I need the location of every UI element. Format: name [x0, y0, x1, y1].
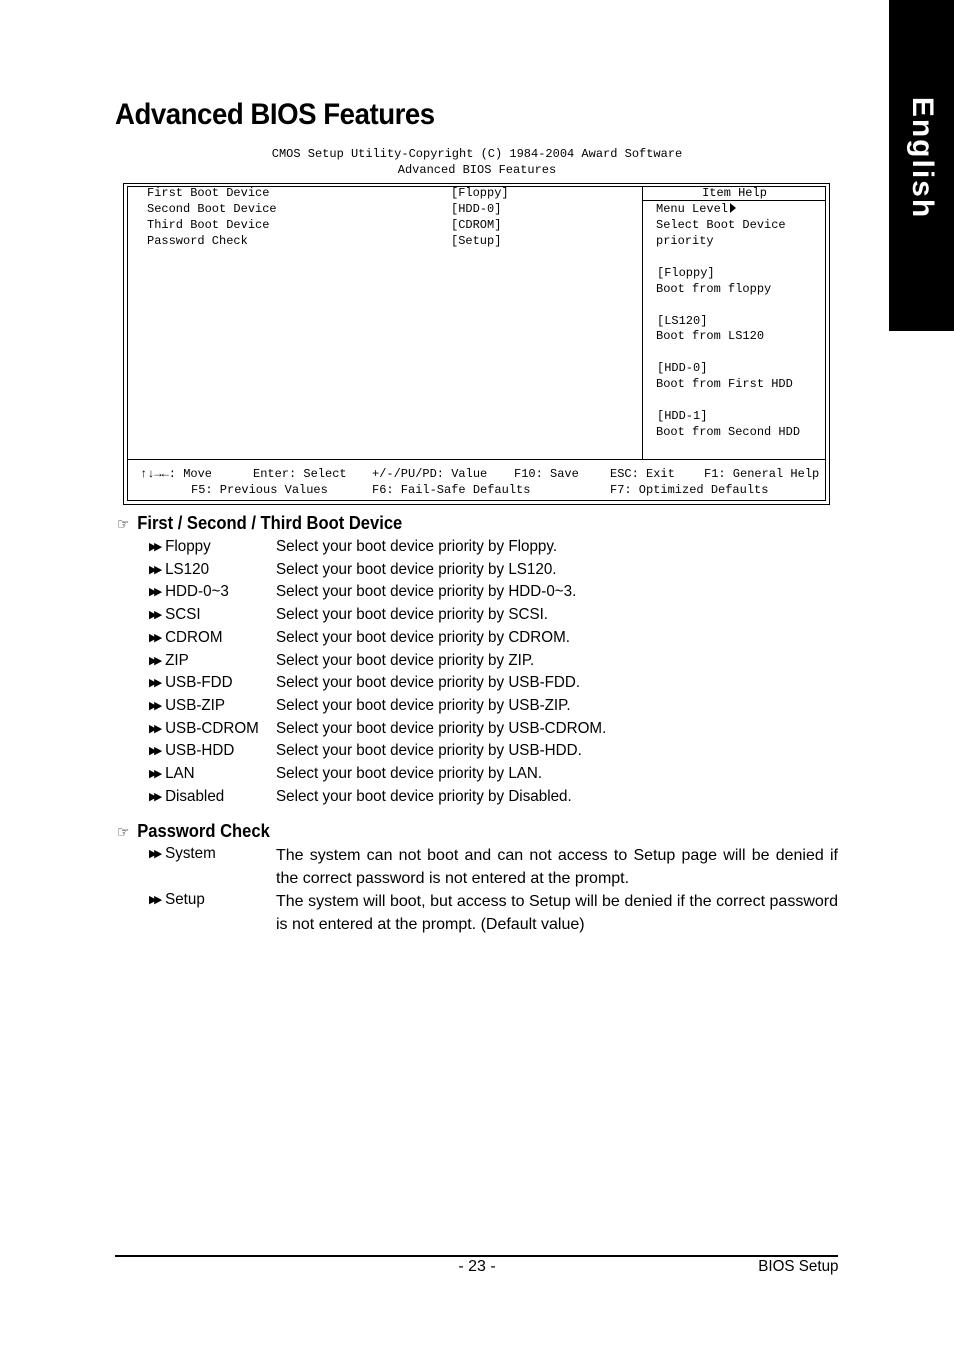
- key-enter-select: Enter: Select: [253, 467, 347, 481]
- item-help-line: [HDD-0]: [657, 361, 708, 375]
- item-help-line: Boot from Second HDD: [656, 425, 801, 439]
- footer-rule: [115, 1255, 838, 1257]
- option-desc: The system can not boot and can not access to Setup page will be denied if the correct password is not entered at the prompt.: [276, 847, 838, 887]
- pointing-hand-icon: ☞: [117, 516, 130, 533]
- double-arrow-icon: ▶▶: [149, 541, 160, 553]
- item-help-menu-level: [656, 201, 736, 217]
- bios-keys-divider: [127, 459, 826, 460]
- double-arrow-icon: ▶▶: [149, 564, 160, 576]
- bios-item-first-boot-label[interactable]: First Boot Device: [147, 186, 270, 200]
- option-name: ▶▶ Floppy: [149, 538, 211, 555]
- option-desc: Select your boot device priority by Floppy.: [276, 538, 558, 555]
- key-f6-failsafe: F6: Fail-Safe Defaults: [372, 483, 531, 497]
- option-name: ▶▶ HDD-0~3: [149, 583, 229, 600]
- bios-header-title: Advanced BIOS Features: [397, 163, 557, 177]
- key-move: ↑↓→←: Move: [140, 467, 213, 481]
- option-desc: Select your boot device priority by CDROM.: [276, 629, 570, 646]
- option-desc: Select your boot device priority by SCSI.: [276, 606, 549, 623]
- bios-column-divider: [642, 186, 643, 460]
- double-arrow-icon: ▶▶: [149, 745, 160, 757]
- double-arrow-icon: ▶▶: [149, 586, 160, 598]
- triangle-right-icon: [730, 203, 736, 213]
- bios-header-copyright: CMOS Setup Utility-Copyright (C) 1984-2004 Award Software: [271, 147, 683, 161]
- option-desc: Select your boot device priority by USB-HDD.: [276, 742, 582, 759]
- item-help-line: Select Boot Device: [656, 218, 786, 232]
- item-help-line: [HDD-1]: [657, 409, 708, 423]
- page-number: - 23 -: [458, 1258, 496, 1275]
- option-desc: Select your boot device priority by ZIP.: [276, 652, 535, 669]
- section-heading-boot-device: [117, 513, 402, 534]
- bios-item-third-boot-label[interactable]: Third Boot Device: [147, 218, 270, 232]
- option-desc: The system will boot, but access to Setup will be denied if the correct password is not entered at the prompt. (Default value): [276, 893, 838, 933]
- option-name: ▶▶ System: [149, 845, 216, 862]
- option-desc: Select your boot device priority by LS120.: [276, 561, 557, 578]
- key-value: +/-/PU/PD: Value: [372, 467, 488, 481]
- double-arrow-icon: ▶▶: [149, 894, 160, 906]
- section-title: First / Second / Third Boot Device: [137, 513, 403, 533]
- double-arrow-icon: ▶▶: [149, 848, 160, 860]
- option-desc: Select your boot device priority by USB-ZIP.: [276, 697, 571, 714]
- bios-item-password-check-label[interactable]: Password Check: [147, 234, 248, 248]
- item-help-line: [Floppy]: [657, 266, 715, 280]
- side-tab-label: English: [905, 96, 939, 220]
- key-f5-previous: F5: Previous Values: [191, 483, 328, 497]
- bios-item-first-boot-value[interactable]: [Floppy]: [451, 186, 509, 200]
- item-help-line: Boot from First HDD: [656, 377, 793, 391]
- double-arrow-icon: ▶▶: [149, 768, 160, 780]
- section-heading-password-check: [117, 821, 270, 842]
- option-desc: Select your boot device priority by USB-CDROM.: [276, 720, 607, 737]
- bios-item-second-boot-value[interactable]: [HDD-0]: [451, 202, 502, 216]
- option-name: ▶▶ USB-CDROM: [149, 720, 259, 737]
- bios-item-second-boot-label[interactable]: Second Boot Device: [147, 202, 277, 216]
- bios-item-third-boot-value[interactable]: [CDROM]: [451, 218, 502, 232]
- page-title: Advanced BIOS Features: [115, 98, 435, 131]
- option-desc: Select your boot device priority by USB-FDD.: [276, 674, 581, 691]
- option-name: ▶▶ CDROM: [149, 629, 223, 646]
- item-help-line: [LS120]: [657, 314, 708, 328]
- option-name: ▶▶ USB-FDD: [149, 674, 233, 691]
- menu-level-label: Menu Level: [656, 202, 729, 216]
- double-arrow-icon: ▶▶: [149, 791, 160, 803]
- footer-section-name: BIOS Setup: [757, 1258, 838, 1275]
- option-name: ▶▶ LAN: [149, 765, 195, 782]
- double-arrow-icon: ▶▶: [149, 677, 160, 689]
- double-arrow-icon: ▶▶: [149, 723, 160, 735]
- option-desc: Select your boot device priority by Disabled.: [276, 788, 572, 805]
- option-name: ▶▶ Setup: [149, 891, 205, 908]
- pointing-hand-icon: ☞: [117, 824, 130, 841]
- option-desc: Select your boot device priority by LAN.: [276, 765, 543, 782]
- key-f7-optimized: F7: Optimized Defaults: [610, 483, 769, 497]
- item-help-line: priority: [656, 234, 714, 248]
- item-help-line: Boot from floppy: [656, 282, 772, 296]
- double-arrow-icon: ▶▶: [149, 609, 160, 621]
- option-name: ▶▶ USB-ZIP: [149, 697, 226, 714]
- option-name: ▶▶ SCSI: [149, 606, 201, 623]
- key-f10-save: F10: Save: [514, 467, 579, 481]
- key-f1-help: F1: General Help: [704, 467, 820, 481]
- double-arrow-icon: ▶▶: [149, 655, 160, 667]
- option-name: ▶▶ LS120: [149, 561, 210, 578]
- item-help-title: Item Help: [702, 186, 767, 200]
- option-name: ▶▶ Disabled: [149, 788, 225, 805]
- double-arrow-icon: ▶▶: [149, 632, 160, 644]
- option-name: ▶▶ ZIP: [149, 652, 189, 669]
- item-help-line: Boot from LS120: [656, 329, 765, 343]
- bios-item-password-check-value[interactable]: [Setup]: [451, 234, 502, 248]
- double-arrow-icon: ▶▶: [149, 700, 160, 712]
- option-name: ▶▶ USB-HDD: [149, 742, 235, 759]
- key-esc-exit: ESC: Exit: [610, 467, 675, 481]
- section-title: Password Check: [137, 821, 270, 841]
- option-desc: Select your boot device priority by HDD-0~3.: [276, 583, 577, 600]
